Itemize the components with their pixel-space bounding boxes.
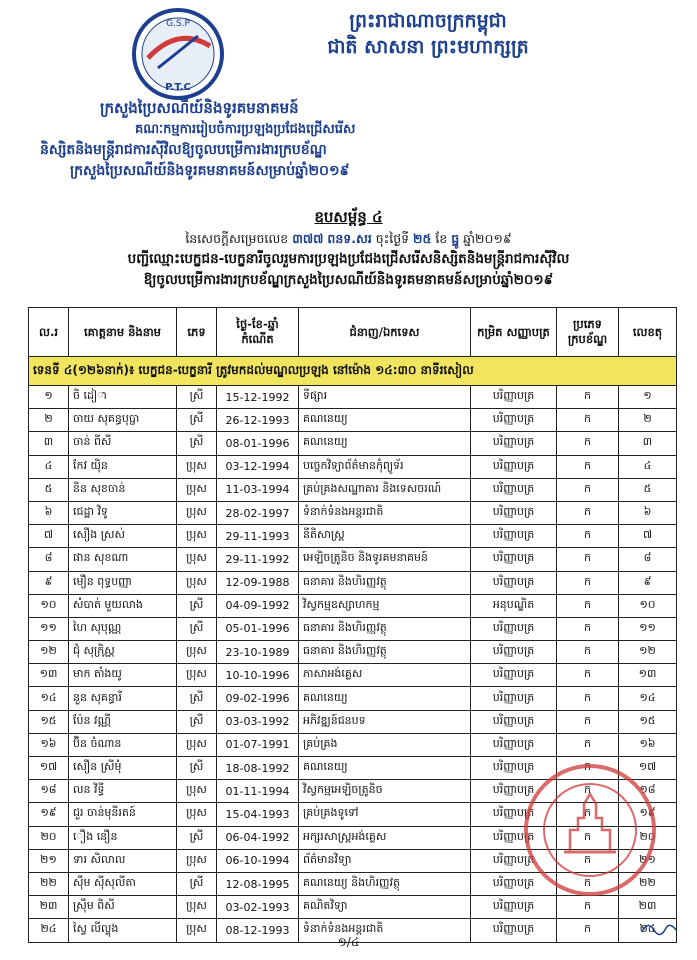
cell-sex: ស្រី	[177, 872, 217, 895]
cell-degree: បរិញ្ញាបត្រ	[471, 386, 557, 409]
cell-major: អភិវឌ្ឍន៍ជនបទ	[299, 710, 471, 733]
cell-no: ១	[29, 386, 69, 409]
cell-sex: ប្រុស	[177, 501, 217, 524]
cell-name: សឿង ស្រស់	[69, 525, 177, 548]
cell-sex: ស្រី	[177, 409, 217, 432]
decision-code: ពនទ.សរ	[327, 231, 372, 246]
cell-desk: ១៧	[619, 757, 677, 780]
cell-dob: 15-04-1993	[217, 803, 299, 826]
table-row	[29, 478, 677, 501]
cell-degree: អនុបណ្ឌិត	[471, 594, 557, 617]
cell-degree: បរិញ្ញាបត្រ	[471, 525, 557, 548]
cell-degree: បរិញ្ញាបត្រ	[471, 896, 557, 919]
cell-major: ព័ត៌មានវិទ្យា	[299, 849, 471, 872]
cell-sex: ប្រុស	[177, 478, 217, 501]
cell-category: ក	[557, 919, 619, 942]
cell-dob: 08-01-1996	[217, 432, 299, 455]
cell-category: ក	[557, 664, 619, 687]
cell-dob: 12-09-1988	[217, 571, 299, 594]
cell-dob: 01-07-1991	[217, 733, 299, 756]
cell-no: ១៤	[29, 687, 69, 710]
cell-name: ស៊ឹម ស៊ីសុលីតា	[69, 872, 177, 895]
cell-name: មាក តាំងយូ	[69, 664, 177, 687]
cell-desk: ៩	[619, 571, 677, 594]
logo-text-bottom: P.T.C	[165, 82, 191, 93]
cell-sex: ប្រុស	[177, 919, 217, 942]
cell-sex: ប្រុស	[177, 664, 217, 687]
cell-no: ១៣	[29, 664, 69, 687]
header-degree: កម្រិត សញ្ញាបត្រ	[471, 308, 557, 357]
cell-category: ក	[557, 803, 619, 826]
cell-major: ទំនាក់ទំនងអន្តរជាតិ	[299, 919, 471, 942]
cell-category: ក	[557, 617, 619, 640]
cell-sex: ស្រី	[177, 687, 217, 710]
cell-category: ក	[557, 432, 619, 455]
cell-category: ក	[557, 872, 619, 895]
cell-name: ចាន់ ពីសី	[69, 432, 177, 455]
cell-no: ២០	[29, 826, 69, 849]
cell-dob: 06-10-1994	[217, 849, 299, 872]
cell-degree: បរិញ្ញាបត្រ	[471, 409, 557, 432]
cell-no: ១២	[29, 641, 69, 664]
cell-desk: ២៣	[619, 896, 677, 919]
cell-no: ២៣	[29, 896, 69, 919]
cell-desk: ១២	[619, 641, 677, 664]
cell-sex: ប្រុស	[177, 849, 217, 872]
table-row	[29, 525, 677, 548]
cell-dob: 29-11-1992	[217, 548, 299, 571]
table-row	[29, 594, 677, 617]
cell-degree: បរិញ្ញាបត្រ	[471, 710, 557, 733]
cell-desk: ២៤	[619, 919, 677, 942]
cell-sex: ស្រី	[177, 594, 217, 617]
cell-desk: ៣	[619, 432, 677, 455]
cell-major: គណិតវិទ្យា	[299, 896, 471, 919]
cell-category: ក	[557, 896, 619, 919]
cell-desk: ១៥	[619, 710, 677, 733]
cell-sex: ប្រុស	[177, 571, 217, 594]
cell-category: ក	[557, 409, 619, 432]
cell-no: ១៧	[29, 757, 69, 780]
cell-category: ក	[557, 478, 619, 501]
cell-sex: ប្រុស	[177, 803, 217, 826]
cell-category: ក	[557, 548, 619, 571]
cell-no: ៧	[29, 525, 69, 548]
cell-degree: បរិញ្ញាបត្រ	[471, 919, 557, 942]
cell-name: ហៃ សុបុណ្ណ	[69, 617, 177, 640]
title-block	[0, 205, 697, 291]
cell-desk: ២	[619, 409, 677, 432]
cell-dob: 29-11-1993	[217, 525, 299, 548]
cell-no: ១៨	[29, 780, 69, 803]
cell-dob: 10-10-1996	[217, 664, 299, 687]
cell-category: ក	[557, 757, 619, 780]
cell-degree: បរិញ្ញាបត្រ	[471, 872, 557, 895]
cell-desk: ៨	[619, 548, 677, 571]
table-row	[29, 641, 677, 664]
cell-no: ១៥	[29, 710, 69, 733]
cell-category: ក	[557, 641, 619, 664]
ptc-logo-icon	[128, 6, 228, 102]
cell-major: ធនាគារ និងហិរញ្ញវត្ថុ	[299, 617, 471, 640]
cell-dob: 18-08-1992	[217, 757, 299, 780]
cell-name: លន វិទ្ធី	[69, 780, 177, 803]
cell-name: សឿន ស្រីមុំ	[69, 757, 177, 780]
cell-category: ក	[557, 571, 619, 594]
cell-major: គណនេយ្យ	[299, 409, 471, 432]
cell-no: ៩	[29, 571, 69, 594]
cell-degree: បរិញ្ញាបត្រ	[471, 478, 557, 501]
table-row	[29, 501, 677, 524]
cell-major: អក្សរសាស្ត្រអង់គ្លេស	[299, 826, 471, 849]
cell-sex: ប្រុស	[177, 733, 217, 756]
cell-degree: បរិញ្ញាបត្រ	[471, 757, 557, 780]
cell-major: អេឡិចត្រូនិច និងទូរគមនាគមន៍	[299, 548, 471, 571]
cell-degree: បរិញ្ញាបត្រ	[471, 501, 557, 524]
kingdom-line-2: ជាតិ សាសនា ព្រះមហាក្សត្រ	[327, 36, 529, 58]
table-row	[29, 617, 677, 640]
cell-dob: 03-02-1993	[217, 896, 299, 919]
decision-day: ២៥	[413, 231, 432, 246]
decision-month: ធ្នូ	[451, 231, 460, 246]
cell-desk: ២០	[619, 826, 677, 849]
official-seal-icon	[520, 760, 660, 900]
header-category: ប្រភេទ ក្របខ័ណ្ឌ	[557, 308, 619, 357]
cell-category: ក	[557, 386, 619, 409]
cell-name: ចិ ដៀា	[69, 386, 177, 409]
cell-degree: បរិញ្ញាបត្រ	[471, 455, 557, 478]
cell-dob: 03-03-1992	[217, 710, 299, 733]
cell-dob: 04-09-1992	[217, 594, 299, 617]
table-row	[29, 432, 677, 455]
cell-dob: 06-04-1992	[217, 826, 299, 849]
header-dob: ថ្ងៃ-ខែ-ឆ្នាំ កំណើត	[217, 308, 299, 357]
ministry-line-4: ក្រសួងប្រៃសណីយ៍និងទូរគមនាគមន៍សម្រាប់ឆ្នាំ២០១៩	[70, 163, 350, 179]
cell-name: ឿង នឿន	[69, 826, 177, 849]
cell-degree: បរិញ្ញាបត្រ	[471, 803, 557, 826]
kingdom-motto	[258, 8, 598, 60]
cell-degree: បរិញ្ញាបត្រ	[471, 849, 557, 872]
table-row	[29, 687, 677, 710]
cell-dob: 15-12-1992	[217, 386, 299, 409]
cell-name: ជេដ្ឋា វិទូ	[69, 501, 177, 524]
cell-category: ក	[557, 710, 619, 733]
decision-number: ៣៧៧	[292, 231, 324, 246]
cell-name: នួន សុគន្ធារី	[69, 687, 177, 710]
cell-desk: ១០	[619, 594, 677, 617]
cell-dob: 08-12-1993	[217, 919, 299, 942]
cell-no: ១០	[29, 594, 69, 617]
cell-major: បច្ចេកវិទ្យាព័ត៌មានកុំព្យូទ័រ	[299, 455, 471, 478]
cell-no: ៦	[29, 501, 69, 524]
header-name: គោត្តនាម និងនាម	[69, 308, 177, 357]
cell-dob: 01-11-1994	[217, 780, 299, 803]
cell-name: និន សុខចាន់	[69, 478, 177, 501]
cell-degree: បរិញ្ញាបត្រ	[471, 826, 557, 849]
table-row	[29, 664, 677, 687]
cell-dob: 09-02-1996	[217, 687, 299, 710]
ministry-line-3: និស្សិតនិងមន្ត្រីរាជការស៊ីវិលឱ្យចូលបម្រើការងារក្របខ័ណ្ឌ	[40, 142, 327, 158]
cell-dob: 26-12-1993	[217, 409, 299, 432]
header-desk: លេខតុ	[619, 308, 677, 357]
cell-no: ៣	[29, 432, 69, 455]
cell-no: ២៤	[29, 919, 69, 942]
cell-desk: ២២	[619, 872, 677, 895]
cell-no: ២	[29, 409, 69, 432]
header-major: ជំនាញ/ឯកទេស	[299, 308, 471, 357]
cell-category: ក	[557, 455, 619, 478]
cell-no: ១៩	[29, 803, 69, 826]
cell-no: ៥	[29, 478, 69, 501]
cell-desk: ៧	[619, 525, 677, 548]
cell-major: ធនាគារ និងហិរញ្ញវត្ថុ	[299, 571, 471, 594]
list-title-line-1: បញ្ជីឈ្មោះបេក្ខជន-បេក្ខនារីចូលរួមការប្រឡងប្រជែងជ្រើសរើសនិស្សិតនិងមន្ត្រីរាជការស៊ីវិល	[127, 251, 570, 267]
cell-desk: ១១	[619, 617, 677, 640]
cell-major: គណនេយ្យ	[299, 687, 471, 710]
cell-major: គណនេយ្យ និងហិរញ្ញវត្ថុ	[299, 872, 471, 895]
decision-reference	[0, 229, 697, 249]
cell-name: ចាយ សុគន្ធបុប្ផា	[69, 409, 177, 432]
document-header	[0, 0, 697, 195]
cell-major: នីតិសាស្ត្រ	[299, 525, 471, 548]
cell-dob: 03-12-1994	[217, 455, 299, 478]
cell-major: គណនេយ្យ	[299, 432, 471, 455]
cell-category: ក	[557, 733, 619, 756]
cell-sex: ស្រី	[177, 386, 217, 409]
decision-middle: ចុះថ្ងៃទី	[375, 231, 410, 246]
cell-major: គ្រប់គ្រងទូទៅ	[299, 803, 471, 826]
table-row	[29, 571, 677, 594]
table-row	[29, 710, 677, 733]
cell-sex: ស្រី	[177, 710, 217, 733]
decision-month-label: ខែ	[435, 231, 448, 246]
cell-category: ក	[557, 687, 619, 710]
cell-degree: បរិញ្ញាបត្រ	[471, 432, 557, 455]
header-no: ល.រ	[29, 308, 69, 357]
cell-no: ១១	[29, 617, 69, 640]
cell-name: កែវ យ៉ិន	[69, 455, 177, 478]
cell-desk: ៤	[619, 455, 677, 478]
kingdom-line-1: ព្រះរាជាណាចក្រកម្ពុជា	[349, 10, 507, 32]
cell-degree: បរិញ្ញាបត្រ	[471, 664, 557, 687]
cell-sex: ប្រុស	[177, 896, 217, 919]
cell-desk: ៥	[619, 478, 677, 501]
cell-desk: ១៤	[619, 687, 677, 710]
cell-desk: ១៩	[619, 803, 677, 826]
cell-name: សំបាត់ មួយលាង	[69, 594, 177, 617]
cell-sex: ប្រុស	[177, 548, 217, 571]
cell-dob: 23-10-1989	[217, 641, 299, 664]
cell-major: ទីផ្សារ	[299, 386, 471, 409]
cell-major: ភាសាអង់គ្លេស	[299, 664, 471, 687]
cell-name: ស្រ៊ឹម ពិសី	[69, 896, 177, 919]
cell-name: ស្វៃ លីល្ហុង	[69, 919, 177, 942]
cell-desk: ១៣	[619, 664, 677, 687]
cell-major: វិស្វកម្មឧស្សាហកម្ម	[299, 594, 471, 617]
cell-major: គណនេយ្យ	[299, 757, 471, 780]
annex-title: ឧបសម្ព័ន្ធ ៤	[314, 208, 383, 226]
cell-name: ជួរ ចាន់មុនីរតន៍	[69, 803, 177, 826]
cell-sex: ស្រី	[177, 617, 217, 640]
cell-no: ២២	[29, 872, 69, 895]
table-row	[29, 733, 677, 756]
group-label: ទេនទី ៤(១២៦នាក់)៖ បេក្ខជន-បេក្ខនារី ត្រូវមកដល់មណ្ឌលប្រឡង នៅម៉ោង ១៤:៣០ នាទីរសៀល	[29, 357, 677, 386]
cell-sex: ស្រី	[177, 432, 217, 455]
cell-no: ៨	[29, 548, 69, 571]
cell-category: ក	[557, 780, 619, 803]
cell-desk: ៦	[619, 501, 677, 524]
cell-degree: បរិញ្ញាបត្រ	[471, 548, 557, 571]
cell-name: ផាន សុខណា	[69, 548, 177, 571]
table-row	[29, 386, 677, 409]
cell-name: ប៉ែន វណ្ណី	[69, 710, 177, 733]
cell-sex: ប្រុស	[177, 525, 217, 548]
cell-dob: 05-01-1996	[217, 617, 299, 640]
decision-prefix: នៃសេចក្ដីសម្រេចលេខ	[185, 231, 289, 246]
cell-degree: បរិញ្ញាបត្រ	[471, 571, 557, 594]
cell-dob: 11-03-1994	[217, 478, 299, 501]
cell-category: ក	[557, 594, 619, 617]
cell-no: ១៦	[29, 733, 69, 756]
cell-degree: បរិញ្ញាបត្រ	[471, 733, 557, 756]
cell-dob: 12-08-1995	[217, 872, 299, 895]
cell-desk: ១	[619, 386, 677, 409]
group-row	[29, 357, 677, 386]
table-row	[29, 548, 677, 571]
table-row	[29, 409, 677, 432]
cell-degree: បរិញ្ញាបត្រ	[471, 780, 557, 803]
cell-degree: បរិញ្ញាបត្រ	[471, 617, 557, 640]
cell-dob: 28-02-1997	[217, 501, 299, 524]
cell-name: ជុំ សុក្រិស្ណ	[69, 641, 177, 664]
table-header-row	[29, 308, 677, 357]
cell-desk: ១៦	[619, 733, 677, 756]
cell-degree: បរិញ្ញាបត្រ	[471, 687, 557, 710]
page-number: ១/៤	[337, 935, 360, 949]
cell-desk: ២១	[619, 849, 677, 872]
cell-category: ក	[557, 525, 619, 548]
cell-major: ទំនាក់ទំនងអន្តរជាតិ	[299, 501, 471, 524]
cell-category: ក	[557, 849, 619, 872]
cell-sex: ស្រី	[177, 757, 217, 780]
cell-desk: ១៨	[619, 780, 677, 803]
cell-category: ក	[557, 501, 619, 524]
cell-major: វិស្វកម្មអេឡិចត្រូនិច	[299, 780, 471, 803]
cell-major: គ្រប់គ្រងសណ្ឋាគារ និងទេសចរណ៍	[299, 478, 471, 501]
decision-year: ឆ្នាំ២០១៩	[463, 231, 512, 246]
header-sex: ភេទ	[177, 308, 217, 357]
list-title-line-2: ឱ្យចូលបម្រើការងារក្របខ័ណ្ឌក្រសួងប្រៃសណីយ៍និងទូរគមនាគមន៍សម្រាប់ឆ្នាំ២០១៩	[143, 272, 554, 288]
table-row	[29, 455, 677, 478]
cell-degree: បរិញ្ញាបត្រ	[471, 641, 557, 664]
logo-text-top: G.S.P	[166, 19, 190, 29]
cell-sex: ប្រុស	[177, 641, 217, 664]
cell-sex: ស្រី	[177, 826, 217, 849]
cell-no: ៤	[29, 455, 69, 478]
cell-category: ក	[557, 826, 619, 849]
cell-sex: ប្រុស	[177, 455, 217, 478]
cell-sex: ប្រុស	[177, 780, 217, 803]
cell-major: គ្រប់គ្រង	[299, 733, 471, 756]
ministry-line-2: គណៈកម្មការរៀបចំការប្រឡងប្រជែងជ្រើសរើស	[135, 122, 356, 137]
cell-name: ទារ សិលាល	[69, 849, 177, 872]
cell-no: ២១	[29, 849, 69, 872]
cell-name: ប៊ិន ចំណាន	[69, 733, 177, 756]
ministry-block	[40, 98, 660, 182]
cell-major: ធនាគារ និងហិរញ្ញវត្ថុ	[299, 641, 471, 664]
ministry-line-1: ក្រសួងប្រៃសណីយ៍និងទូរគមនាគមន៍	[100, 99, 299, 117]
cell-name: មឿន ពុទ្ធបញ្ញា	[69, 571, 177, 594]
